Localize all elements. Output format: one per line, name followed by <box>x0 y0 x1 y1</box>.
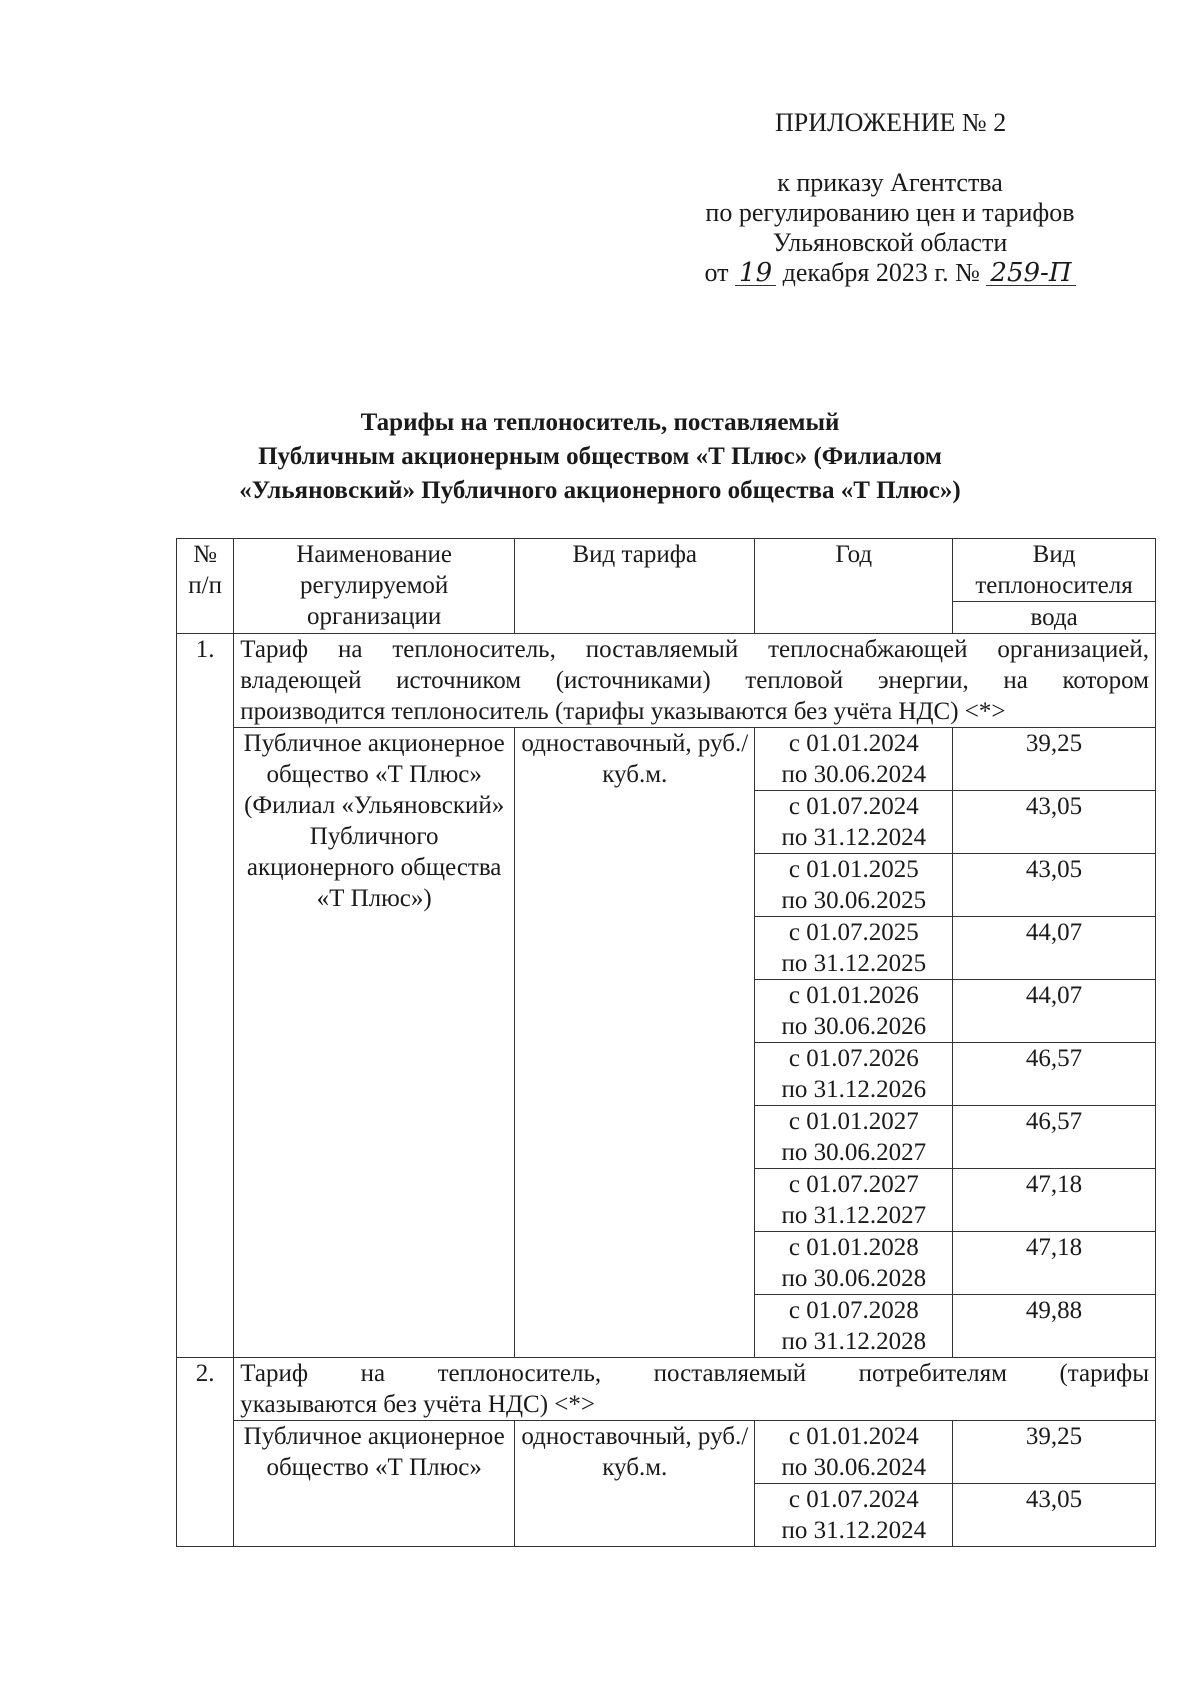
tariff-value: 47,18 <box>953 1232 1156 1295</box>
period-from: с 01.07.2026 <box>788 1045 919 1072</box>
section-title-line: Тариф на теплоноситель, поставляемый теплоснабжающей организацией, <box>240 636 1149 663</box>
period-from: с 01.01.2027 <box>788 1108 919 1135</box>
period-from: с 01.07.2027 <box>788 1171 919 1198</box>
period-to: по 31.12.2025 <box>781 950 927 977</box>
header-row <box>177 539 1156 602</box>
tariff-type: одноставочный, руб./куб.м. <box>515 728 755 1358</box>
period-to: по 30.06.2027 <box>781 1139 927 1166</box>
period-to: по 30.06.2025 <box>781 887 927 914</box>
header-carrier-sub: вода <box>953 602 1156 634</box>
org-name: Публичное акционерное общество «Т Плюс» <box>234 1421 515 1547</box>
title-line: «Ульяновский» Публичного акционерного общества «Т Плюс») <box>239 477 961 504</box>
section-title <box>234 634 1156 728</box>
section-title <box>234 1358 1156 1421</box>
period-cell <box>755 1106 953 1169</box>
tariff-value: 43,05 <box>953 791 1156 854</box>
period-from: с 01.07.2025 <box>788 919 919 946</box>
table-row <box>177 728 1156 791</box>
tariff-value: 49,88 <box>953 1295 1156 1358</box>
header-carrier: Вид теплоносителя <box>953 539 1156 602</box>
period-cell <box>755 791 953 854</box>
period-from: с 01.07.2028 <box>788 1297 919 1324</box>
section-row <box>177 1358 1156 1421</box>
period-cell <box>755 1043 953 1106</box>
period-from: с 01.01.2025 <box>788 856 919 883</box>
header-num: № п/п <box>177 539 234 634</box>
tariff-value: 39,25 <box>953 1421 1156 1484</box>
section-title-line: указываются без учёта НДС) <*> <box>240 1391 595 1418</box>
period-to: по 31.12.2028 <box>781 1328 927 1355</box>
period-to: по 31.12.2024 <box>781 824 927 851</box>
period-from: с 01.01.2028 <box>788 1234 919 1261</box>
period-cell <box>755 1484 953 1547</box>
period-from: с 01.01.2024 <box>788 1423 919 1450</box>
period-cell <box>755 728 953 791</box>
section-title-line: владеющей источником (источниками) тепловой энергии, на котором <box>240 667 1149 694</box>
period-to: по 30.06.2024 <box>781 1454 927 1481</box>
date-prefix: от <box>704 258 729 287</box>
period-to: по 31.12.2026 <box>781 1076 927 1103</box>
section-num: 1. <box>177 634 234 1358</box>
title-line: Тарифы на теплоноситель, поставляемый <box>360 409 840 436</box>
period-cell <box>755 980 953 1043</box>
period-from: с 01.01.2026 <box>788 982 919 1009</box>
tariff-table <box>176 538 1156 1547</box>
tariff-value: 43,05 <box>953 1484 1156 1547</box>
section-num: 2. <box>177 1358 234 1547</box>
title-line: Публичным акционерным обществом «Т Плюс» (Филиалом <box>258 443 942 470</box>
period-cell <box>755 1169 953 1232</box>
period-to: по 30.06.2026 <box>781 1013 927 1040</box>
appendix-block <box>700 108 1080 288</box>
tariff-type: одноставочный, руб./куб.м. <box>515 1421 755 1547</box>
table-row <box>177 1421 1156 1484</box>
period-cell <box>755 854 953 917</box>
period-to: по 30.06.2024 <box>781 761 927 788</box>
tariff-value: 46,57 <box>953 1106 1156 1169</box>
period-cell <box>755 1232 953 1295</box>
section-title-line: Тариф на теплоноситель, поставляемый потребителям (тарифы <box>240 1360 1149 1387</box>
period-cell <box>755 917 953 980</box>
tariff-value: 44,07 <box>953 980 1156 1043</box>
header-year: Год <box>755 539 953 634</box>
section-title-line: производится теплоноситель (тарифы указываются без учёта НДС) <*> <box>240 698 1006 725</box>
org-name: Публичное акционерное общество «Т Плюс» (Филиал «Ульяновский» Публичного акционерного общества «Т Плюс») <box>234 728 515 1358</box>
ref-line: к приказу Агентства <box>777 168 1003 197</box>
order-reference <box>700 168 1080 288</box>
period-from: с 01.07.2024 <box>788 793 919 820</box>
header-org: Наименование регулируемой организации <box>234 539 515 634</box>
tariff-value: 39,25 <box>953 728 1156 791</box>
handwritten-order-number: 259-П <box>986 261 1075 286</box>
document-title <box>170 406 1030 508</box>
tariff-value: 43,05 <box>953 854 1156 917</box>
order-date-line <box>700 258 1080 288</box>
header-type: Вид тарифа <box>515 539 755 634</box>
period-to: по 31.12.2024 <box>781 1517 927 1544</box>
date-rest: декабря 2023 г. № <box>782 258 980 287</box>
period-from: с 01.01.2024 <box>788 730 919 757</box>
ref-line: Ульяновской области <box>772 228 1008 257</box>
tariff-value: 47,18 <box>953 1169 1156 1232</box>
ref-line: по регулированию цен и тарифов <box>705 198 1075 227</box>
period-to: по 30.06.2028 <box>781 1265 927 1292</box>
handwritten-day: 19 <box>735 261 776 286</box>
period-from: с 01.07.2024 <box>788 1486 919 1513</box>
tariff-value: 44,07 <box>953 917 1156 980</box>
period-to: по 31.12.2027 <box>781 1202 927 1229</box>
appendix-title: ПРИЛОЖЕНИЕ № 2 <box>775 108 1007 137</box>
section-row <box>177 634 1156 728</box>
period-cell <box>755 1295 953 1358</box>
period-cell <box>755 1421 953 1484</box>
tariff-value: 46,57 <box>953 1043 1156 1106</box>
